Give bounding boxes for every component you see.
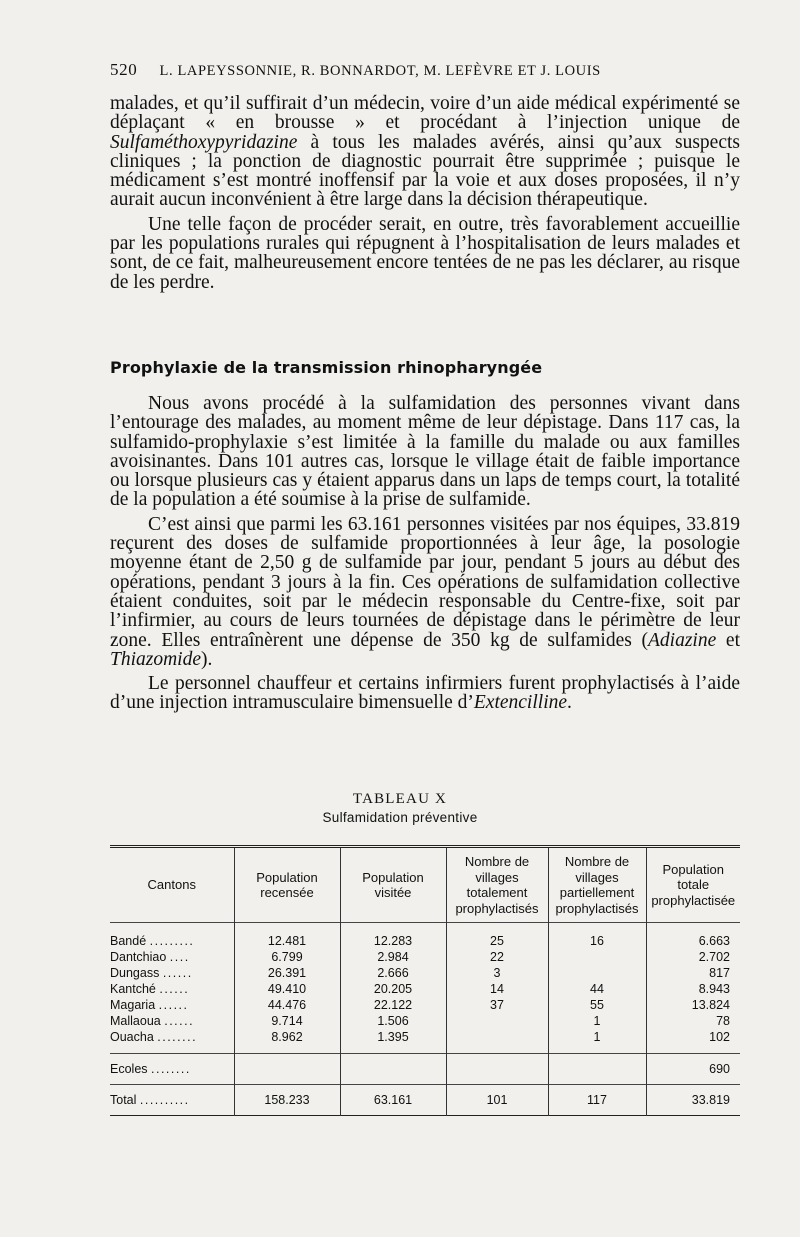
proph-cell: 102 bbox=[646, 1029, 740, 1045]
paragraph: Le personnel chauffeur et certains infirmiers furent prophylactisés à l’aide d’une injection intramusculaire bimensuelle d’Extencilline. bbox=[110, 673, 740, 714]
villages-partial-cell: 44 bbox=[548, 981, 646, 997]
canton-cell: Ecoles ........ bbox=[110, 1054, 234, 1085]
table-row bbox=[110, 949, 740, 965]
recensee-cell: 8.962 bbox=[234, 1029, 340, 1045]
recensee-cell: 49.410 bbox=[234, 981, 340, 997]
canton-cell: Dungass ...... bbox=[110, 966, 193, 980]
proph-cell: 33.819 bbox=[646, 1085, 740, 1116]
villages-total-cell: 37 bbox=[446, 997, 548, 1013]
villages-partial-cell: 16 bbox=[548, 933, 646, 949]
running-head bbox=[110, 60, 750, 80]
ecoles-row bbox=[110, 1054, 740, 1085]
villages-partial-cell bbox=[548, 965, 646, 981]
proph-cell: 13.824 bbox=[646, 997, 740, 1013]
canton-cell: Dantchiao .... bbox=[110, 950, 190, 964]
proph-cell: 690 bbox=[646, 1054, 740, 1085]
recensee-cell: 26.391 bbox=[234, 965, 340, 981]
visitee-cell: 1.395 bbox=[340, 1029, 446, 1045]
table-header-row bbox=[110, 847, 740, 923]
villages-total-cell: 14 bbox=[446, 981, 548, 997]
section-title: Prophylaxie de la transmission rhinopharyngée bbox=[110, 358, 543, 377]
table-caption: Sulfamidation préventive bbox=[322, 810, 478, 825]
section-text bbox=[110, 394, 740, 718]
table-row bbox=[110, 1013, 740, 1029]
table-row bbox=[110, 933, 740, 949]
visitee-cell: 22.122 bbox=[340, 997, 446, 1013]
villages-partial-cell: 1 bbox=[548, 1029, 646, 1045]
paragraph: Une telle façon de procéder serait, en outre, très favorablement accueillie par les populations rurales qui répugnent à l’hospitalisation de leurs malades et sont, de ce fait, malheureusement encore tentées de ne pas les déclarer, au risque de les perdre. bbox=[110, 213, 740, 293]
canton-cell: Mallaoua ...... bbox=[110, 1014, 195, 1028]
column-header: Cantons bbox=[147, 877, 196, 893]
table-row bbox=[110, 1029, 740, 1045]
canton-cell: Kantché ...... bbox=[110, 982, 190, 996]
villages-total-cell: 25 bbox=[446, 933, 548, 949]
visitee-cell: 20.205 bbox=[340, 981, 446, 997]
villages-total-cell: 22 bbox=[446, 949, 548, 965]
villages-partial-cell: 55 bbox=[548, 997, 646, 1013]
villages-total-cell: 101 bbox=[446, 1085, 548, 1116]
proph-cell: 6.663 bbox=[646, 933, 740, 949]
authors: L. LAPEYSSONNIE, R. BONNARDOT, M. LEFÈVRE ET J. LOUIS bbox=[159, 63, 601, 79]
recensee-cell: 158.233 bbox=[234, 1085, 340, 1116]
proph-cell: 817 bbox=[646, 965, 740, 981]
canton-cell: Ouacha ........ bbox=[110, 1030, 198, 1044]
drug-name: Sulfaméthoxypyridazine bbox=[110, 131, 298, 153]
table-row bbox=[110, 981, 740, 997]
recensee-cell: 12.481 bbox=[234, 933, 340, 949]
table-row bbox=[110, 965, 740, 981]
villages-total-cell bbox=[446, 1013, 548, 1029]
table-body bbox=[110, 923, 740, 1116]
table-row bbox=[110, 997, 740, 1013]
visitee-cell: 12.283 bbox=[340, 933, 446, 949]
recensee-cell: 9.714 bbox=[234, 1013, 340, 1029]
villages-total-cell: 3 bbox=[446, 965, 548, 981]
paragraph: malades, et qu’il suffirait d’un médecin, voire d’un aide médical expérimenté se déplaçant « en brousse » et procédant à l’injection unique de Sulfaméthoxypyridazine à tous les malades avérés, ainsi qu’aux suspects cliniques ; la ponction de diagnostic pourrait être supprimée ; puisque le médicament s’est montré inoffensif par la voie et aux doses proposées, il n’y aurait aucun inconvénient à être large dans la décision thérapeutique. bbox=[110, 93, 740, 211]
data-table bbox=[110, 845, 740, 1116]
page-number: 520 bbox=[110, 60, 138, 79]
canton-cell: Total .......... bbox=[110, 1085, 234, 1116]
villages-partial-cell: 1 bbox=[548, 1013, 646, 1029]
canton-cell: Magaria ...... bbox=[110, 998, 189, 1012]
villages-total-cell bbox=[446, 1029, 548, 1045]
proph-cell: 2.702 bbox=[646, 949, 740, 965]
paragraph: Nous avons procédé à la sulfamidation des personnes vivant dans l’entourage des malades, au moment même de leur dépistage. Dans 117 cas, la sulfamido-prophylaxie s’est limitée à la famille du malade ou aux familles avoisinantes. Dans 101 autres cas, lorsque le village était de faible importance ou lorsque plusieurs cas y étaient apparus dans un laps de temps court, la totalité de la population a été soumise à la prise de sulfamide. bbox=[110, 393, 740, 511]
canton-cell: Bandé ......... bbox=[110, 934, 195, 948]
proph-cell: 78 bbox=[646, 1013, 740, 1029]
column-header: Population visitée bbox=[340, 847, 446, 923]
recensee-cell: 6.799 bbox=[234, 949, 340, 965]
paragraph: C’est ainsi que parmi les 63.161 personnes visitées par nos équipes, 33.819 reçurent des doses de sulfamide proportionnées à leur âge, la posologie moyenne étant de 2,50 g de sulfamide par jour, pendant 5 jours au début des opérations, pendant 3 jours à la fin. Ces opérations de sulfamidation collective étaient conduites, soit par le médecin responsable du Centre-fixe, soit par l’infirmier, au cours de leurs tournées de dépistage dans le périmètre de leur zone. Elles entraînèrent une dépense de 350 kg de sulfamides (Adiazine et Thiazomide). bbox=[110, 513, 740, 670]
villages-partial-cell bbox=[548, 949, 646, 965]
total-row bbox=[110, 1085, 740, 1116]
column-header: Nombre de villages partiellement prophylactisés bbox=[548, 847, 646, 923]
column-header: Nombre de villages totalement prophylactisés bbox=[446, 847, 548, 923]
visitee-cell: 1.506 bbox=[340, 1013, 446, 1029]
proph-cell: 8.943 bbox=[646, 981, 740, 997]
intro-text bbox=[110, 94, 740, 297]
recensee-cell: 44.476 bbox=[234, 997, 340, 1013]
villages-partial-cell: 117 bbox=[548, 1085, 646, 1116]
table-label: TABLEAU X bbox=[352, 791, 448, 807]
visitee-cell: 2.984 bbox=[340, 949, 446, 965]
column-header: Population recensée bbox=[234, 847, 340, 923]
visitee-cell: 63.161 bbox=[340, 1085, 446, 1116]
column-header: Population totale prophylactisée bbox=[646, 847, 740, 923]
visitee-cell: 2.666 bbox=[340, 965, 446, 981]
